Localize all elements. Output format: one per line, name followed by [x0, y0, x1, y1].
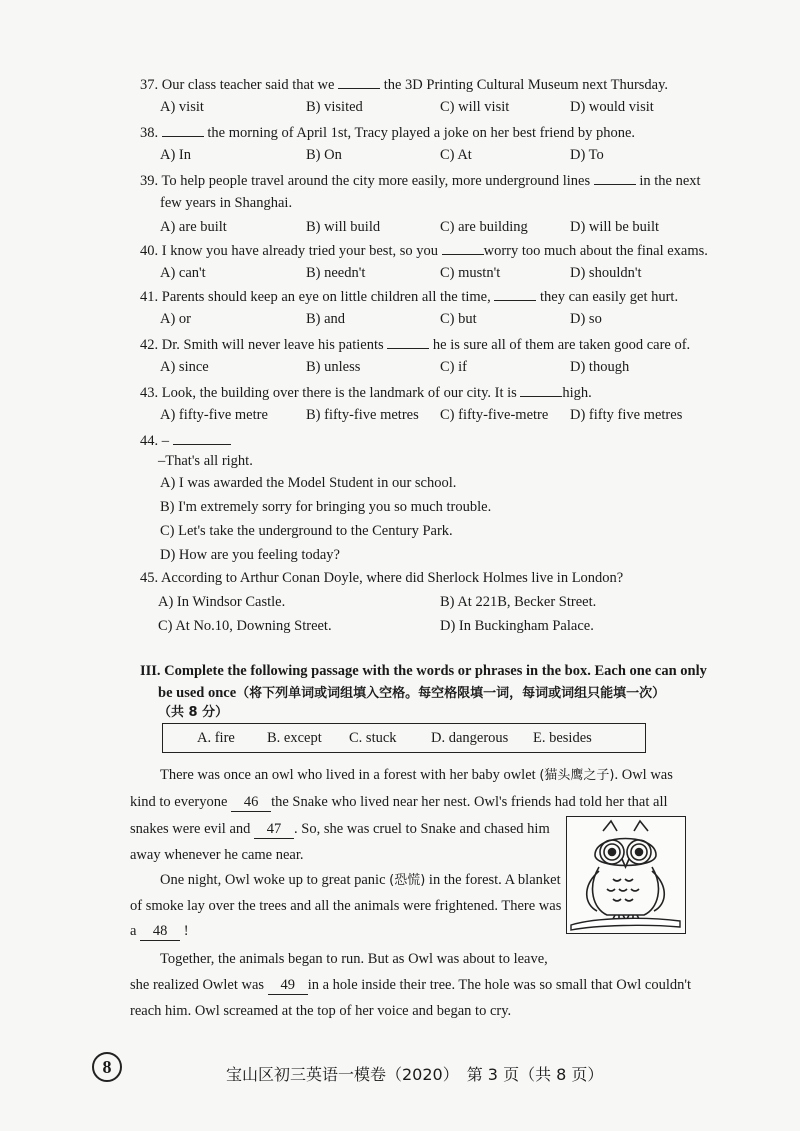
question-number: 45. — [140, 570, 159, 586]
question-41 — [140, 286, 678, 306]
question-stem: To help people travel around the city more easily, more underground lines — [161, 173, 591, 189]
passage-text: There was once an owl who lived in a forest with her baby owlet — [160, 767, 536, 783]
word-option-a: A. fire — [197, 730, 235, 746]
option-b: B) and — [306, 311, 346, 327]
option-b: B) visited — [306, 99, 363, 115]
question-40 — [140, 240, 708, 260]
option-a: A) since — [160, 359, 209, 375]
instruction-cn: （将下列单词或词组填入空格。每空格限填一词，每词或词组只能填一次） — [236, 686, 666, 701]
question-stem: they can easily get hurt. — [539, 289, 679, 305]
passage-line: of smoke lay over the trees and all the animals were frightened. There was — [130, 898, 562, 914]
question-number: 43. — [140, 385, 159, 401]
blank-47: 47 — [254, 820, 294, 839]
option-a: A) are built — [160, 219, 227, 235]
passage-text: she realized Owlet was — [130, 977, 265, 993]
question-number: 41. — [140, 289, 159, 305]
passage-text: in the forest. A blanket — [428, 872, 561, 888]
option-d: D) To — [570, 147, 604, 163]
option-a: A) In — [160, 147, 192, 163]
option-d: D) so — [570, 311, 602, 327]
option-c: C) will visit — [440, 99, 510, 115]
question-stem: worry too much about the final exams. — [483, 243, 708, 259]
question-38 — [140, 122, 635, 142]
answer-blank — [494, 286, 536, 301]
page-footer: 宝山区初三英语一模卷（2020） 第 3 页（共 8 页） — [226, 1065, 604, 1084]
question-stem: Parents should keep an eye on little children all the time, — [161, 289, 491, 305]
question-stem: According to Arthur Conan Doyle, where did Sherlock Holmes live in London? — [160, 570, 624, 586]
passage-gloss: (猫头鹰之子) — [539, 768, 615, 783]
option-c: C) Let's take the underground to the Century Park. — [160, 523, 453, 539]
passage-text: ! — [183, 923, 189, 939]
blank-46: 46 — [231, 793, 271, 812]
option-a: A) fifty-five metre — [160, 407, 268, 423]
passage-text: kind to everyone — [130, 794, 228, 810]
question-number: 37. — [140, 77, 159, 93]
option-a: A) visit — [160, 99, 204, 115]
section-3-instruction-cont — [158, 684, 665, 703]
question-stem: Look, the building over there is the landmark of our city. It is — [161, 385, 517, 401]
blank-48: 48 — [140, 922, 180, 941]
passage-line: reach him. Owl screamed at the top of her voice and began to cry. — [130, 1003, 512, 1019]
option-a: A) In Windsor Castle. — [158, 594, 286, 610]
question-44 — [140, 430, 231, 450]
answer-blank — [442, 240, 484, 255]
option-b: B) fifty-five metres — [306, 407, 419, 423]
option-c: C) fifty-five-metre — [440, 407, 549, 423]
option-c: C) At No.10, Downing Street. — [158, 618, 332, 634]
answer-blank — [338, 74, 380, 89]
word-option-c: C. stuck — [349, 730, 397, 746]
option-a: A) can't — [160, 265, 206, 281]
question-number: 44. — [140, 433, 159, 449]
option-b: B) will build — [306, 219, 381, 235]
answer-blank — [387, 334, 429, 349]
option-d: D) In Buckingham Palace. — [440, 618, 594, 634]
passage-line: away whenever he came near. — [130, 847, 304, 863]
question-number: 38. — [140, 125, 159, 141]
option-d: D) How are you feeling today? — [160, 547, 340, 563]
option-d: D) shouldn't — [570, 265, 642, 281]
answer-blank — [520, 382, 562, 397]
section-3-points: （共 8 分） — [158, 705, 229, 720]
option-a: A) or — [160, 311, 192, 327]
page-number-circle: 8 — [92, 1052, 122, 1082]
question-stem: Dr. Smith will never leave his patients — [161, 337, 384, 353]
question-stem: in the next — [639, 173, 701, 189]
blank-49: 49 — [268, 976, 308, 995]
question-stem: I know you have already tried your best, so you — [161, 243, 438, 259]
passage-text: in a hole inside their tree. The hole was so small that Owl couldn't — [307, 977, 691, 993]
option-d: D) though — [570, 359, 630, 375]
option-d: D) would visit — [570, 99, 654, 115]
passage-text: . Owl was — [614, 767, 673, 783]
option-c: C) but — [440, 311, 477, 327]
question-stem: high. — [562, 385, 592, 401]
section-3-instruction: III. Complete the following passage with the words or phrases in the box. Each one can only — [140, 663, 707, 679]
question-43 — [140, 382, 592, 402]
passage-text: the Snake who lived near her nest. Owl's friends had told her that all — [271, 794, 668, 810]
passage-line — [130, 793, 668, 812]
question-39 — [140, 170, 701, 190]
question-45 — [140, 569, 623, 587]
word-option-b: B. except — [267, 730, 322, 746]
passage-text: One night, Owl woke up to great panic — [160, 872, 386, 888]
instruction-en: be used once — [158, 685, 237, 701]
option-b: B) At 221B, Becker Street. — [440, 594, 597, 610]
answer-blank — [162, 122, 204, 137]
option-c: C) are building — [440, 219, 528, 235]
passage-line — [160, 871, 561, 890]
passage-line — [130, 820, 550, 839]
passage-line — [160, 766, 673, 785]
word-box — [162, 723, 646, 753]
question-37 — [140, 74, 668, 94]
question-number: 40. — [140, 243, 159, 259]
question-stem: the 3D Printing Cultural Museum next Thursday. — [383, 77, 669, 93]
answer-blank — [173, 430, 231, 445]
question-stem-cont: few years in Shanghai. — [160, 195, 293, 211]
word-option-e: E. besides — [533, 730, 592, 746]
question-stem: he is sure all of them are taken good care of. — [432, 337, 691, 353]
option-c: C) At — [440, 147, 472, 163]
option-b: B) unless — [306, 359, 361, 375]
owl-illustration — [566, 816, 686, 934]
option-b: B) needn't — [306, 265, 366, 281]
word-option-d: D. dangerous — [431, 730, 509, 746]
option-a: A) I was awarded the Model Student in our school. — [160, 475, 457, 491]
option-d: D) will be built — [570, 219, 660, 235]
passage-gloss: (恐慌) — [389, 873, 426, 888]
owl-icon — [567, 817, 684, 932]
passage-line — [130, 976, 691, 995]
question-number: 42. — [140, 337, 159, 353]
answer-blank — [594, 170, 636, 185]
option-d: D) fifty five metres — [570, 407, 683, 423]
question-stem: the morning of April 1st, Tracy played a joke on her best friend by phone. — [207, 125, 636, 141]
question-number: 39. — [140, 173, 159, 189]
passage-text: . So, she was cruel to Snake and chased him — [294, 821, 550, 837]
passage-text: a — [130, 923, 137, 939]
option-c: C) mustn't — [440, 265, 501, 281]
passage-text: snakes were evil and — [130, 821, 251, 837]
question-stem: – — [161, 433, 169, 449]
option-b: B) On — [306, 147, 342, 163]
question-stem: Our class teacher said that we — [161, 77, 335, 93]
passage-line: Together, the animals began to run. But as Owl was about to leave, — [160, 951, 548, 967]
dialogue-reply: –That's all right. — [158, 453, 253, 469]
passage-line — [130, 922, 189, 941]
question-42 — [140, 334, 690, 354]
option-c: C) if — [440, 359, 467, 375]
option-b: B) I'm extremely sorry for bringing you so much trouble. — [160, 499, 492, 515]
